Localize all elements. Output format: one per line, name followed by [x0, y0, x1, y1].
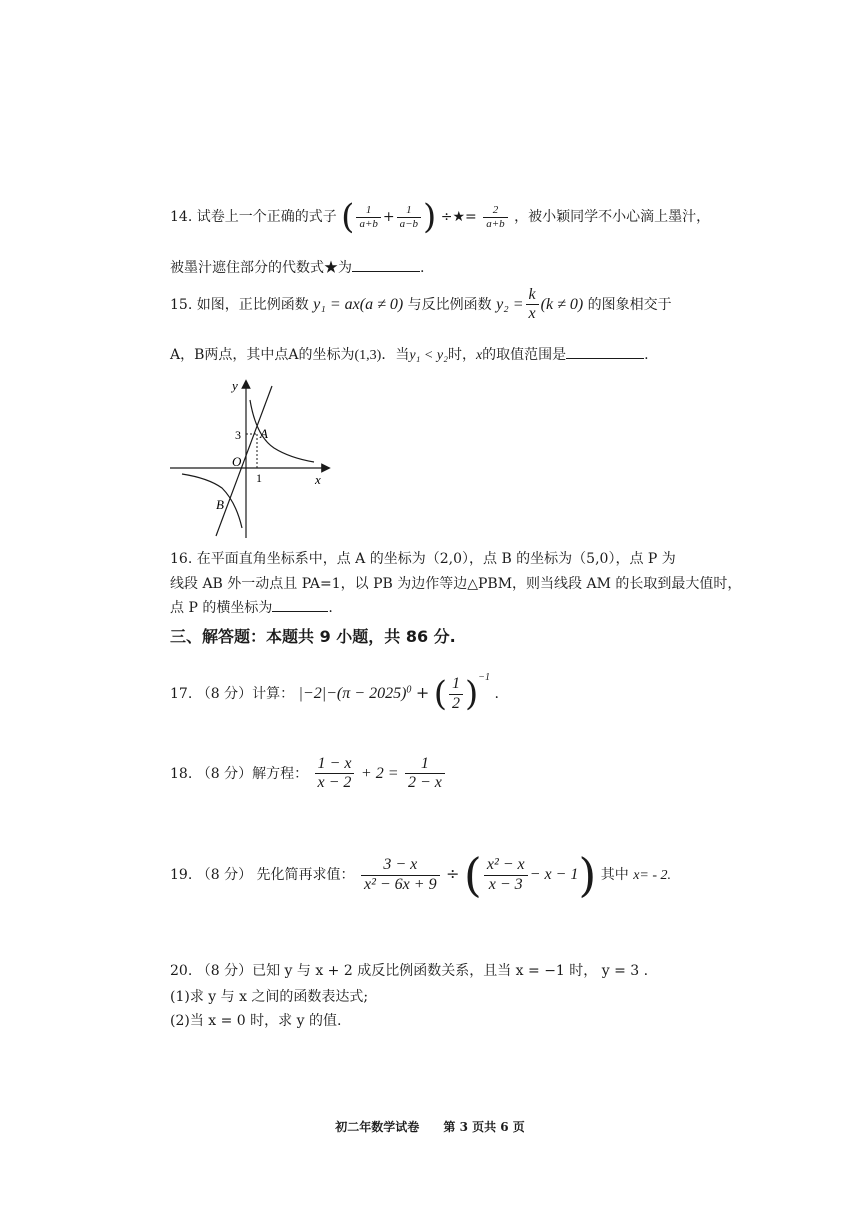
tick-label-1: 1 [256, 471, 262, 485]
point-coords: (1,3) [354, 348, 382, 363]
footer-title: 初二年数学试卷 [335, 1120, 420, 1134]
point-b-label: B [216, 497, 224, 512]
x-axis-label: x [315, 472, 321, 487]
fraction: $\frac{1 - x}{x - 2}$ [315, 755, 355, 793]
page-footer [0, 1118, 860, 1135]
question-text: 试卷上一个正确的式子 [196, 209, 337, 225]
question-number: 17. [170, 686, 193, 702]
question-17: 17. （8 分）计算： $|-2|-(\pi - 2025)^0$ + ( $\frac{1}{2}$ )$^{-1}$ . [170, 672, 499, 714]
question-20-sub-2: (2)当 x = 0 时，求 y 的值. [170, 1013, 342, 1029]
question-text: ，被小颖同学不小心滴上墨汁， [514, 209, 711, 225]
question-20-line-1: 20. （8 分）已知 y 与 x + 2 成反比例函数关系，且当 x = −1 时， y = 3 . [170, 963, 649, 979]
y-axis-label: y [232, 378, 238, 393]
fraction: $\frac{\text{x² − x}}{x - 3}$ [484, 856, 528, 894]
question-number: 14. [170, 209, 193, 225]
point-a-label: A [260, 426, 268, 441]
question-14-line-2: 被墨汁遮住部分的代数式★为 . [170, 260, 425, 276]
question-18: 18. （8 分）解方程： $\frac{1 - x}{x - 2}$ + 2 = $\frac{1}{2 - x}$ [170, 755, 447, 793]
answer-blank[interactable] [272, 611, 328, 612]
function-graph [168, 378, 338, 540]
fraction: $\frac{2}{a+b}$ [483, 204, 507, 230]
question-number: 15. [170, 296, 193, 313]
divide-star-equals: ÷★= [440, 209, 477, 225]
tick-label-3: 3 [235, 428, 241, 442]
question-number: 18. [170, 765, 193, 782]
right-paren: ) [423, 197, 437, 237]
page-number: 第 3 页共 6 页 [443, 1120, 525, 1134]
fraction: $\frac{1}{a-b}$ [397, 204, 421, 230]
question-text: 被墨汁遮住部分的代数式★为 [170, 260, 352, 276]
origin-label: O [232, 454, 242, 469]
answer-blank[interactable] [566, 358, 644, 359]
question-19: 19. （8 分） 先化简再求值： $\frac{3 - x}{\text{x² − 6x + 9}}$ ÷ ( $\frac{\text{x² − x}}{x - 3}$ − x − 1) 其中 x= - 2. [170, 848, 672, 902]
fraction: $\frac{1}{a+b}$ [356, 204, 380, 230]
condition: y₁ < y₂ [409, 348, 448, 363]
question-15-line-2: A，B两点，其中点A的坐标为(1,3)．当y₁ < y₂时，x的取值范围是 . [170, 347, 649, 363]
fraction: $\frac{3 - x}{\text{x² − 6x + 9}}$ [361, 856, 440, 894]
proportional-line [216, 386, 272, 536]
fraction: $\frac{k}{x}$ [526, 286, 539, 324]
hyperbola-branch-2 [182, 474, 242, 528]
question-16-line-3: 点 P 的横坐标为 . [170, 600, 333, 616]
answer-blank[interactable] [352, 271, 420, 272]
formula: y₁ = ax(a ≠ 0) [313, 295, 404, 313]
question-number: 19. [170, 867, 193, 883]
question-14-line-1 [170, 197, 711, 237]
plus-sign: + [382, 209, 395, 225]
section-heading: 三、解答题：本题共 9 小题，共 86 分. [170, 627, 456, 646]
question-20-sub-1: (1)求 y 与 x 之间的函数表达式; [170, 989, 369, 1005]
question-15-line-1: 15. 如图，正比例函数 y₁ = ax(a ≠ 0) 与反比例函数 y₂ = $\frac{k}{x}$ (k ≠ 0) 的图象相交于 [170, 286, 672, 323]
left-paren: ( [341, 197, 355, 237]
formula: |−2|−(π − 2025) [298, 685, 407, 702]
fraction: $\frac{1}{2}$ [449, 675, 463, 713]
question-16-line-1: 16. 在平面直角坐标系中，点 A 的坐标为（2,0），点 B 的坐标为（5,0），点 P 为 [170, 551, 676, 567]
formula: y₂ = [496, 295, 524, 313]
fraction: $\frac{1}{2 - x}$ [405, 755, 445, 793]
question-16-line-2: 线段 AB 外一动点且 PA=1，以 PB 为边作等边△PBM，则当线段 AM 的长取到最大值时， [170, 576, 742, 592]
